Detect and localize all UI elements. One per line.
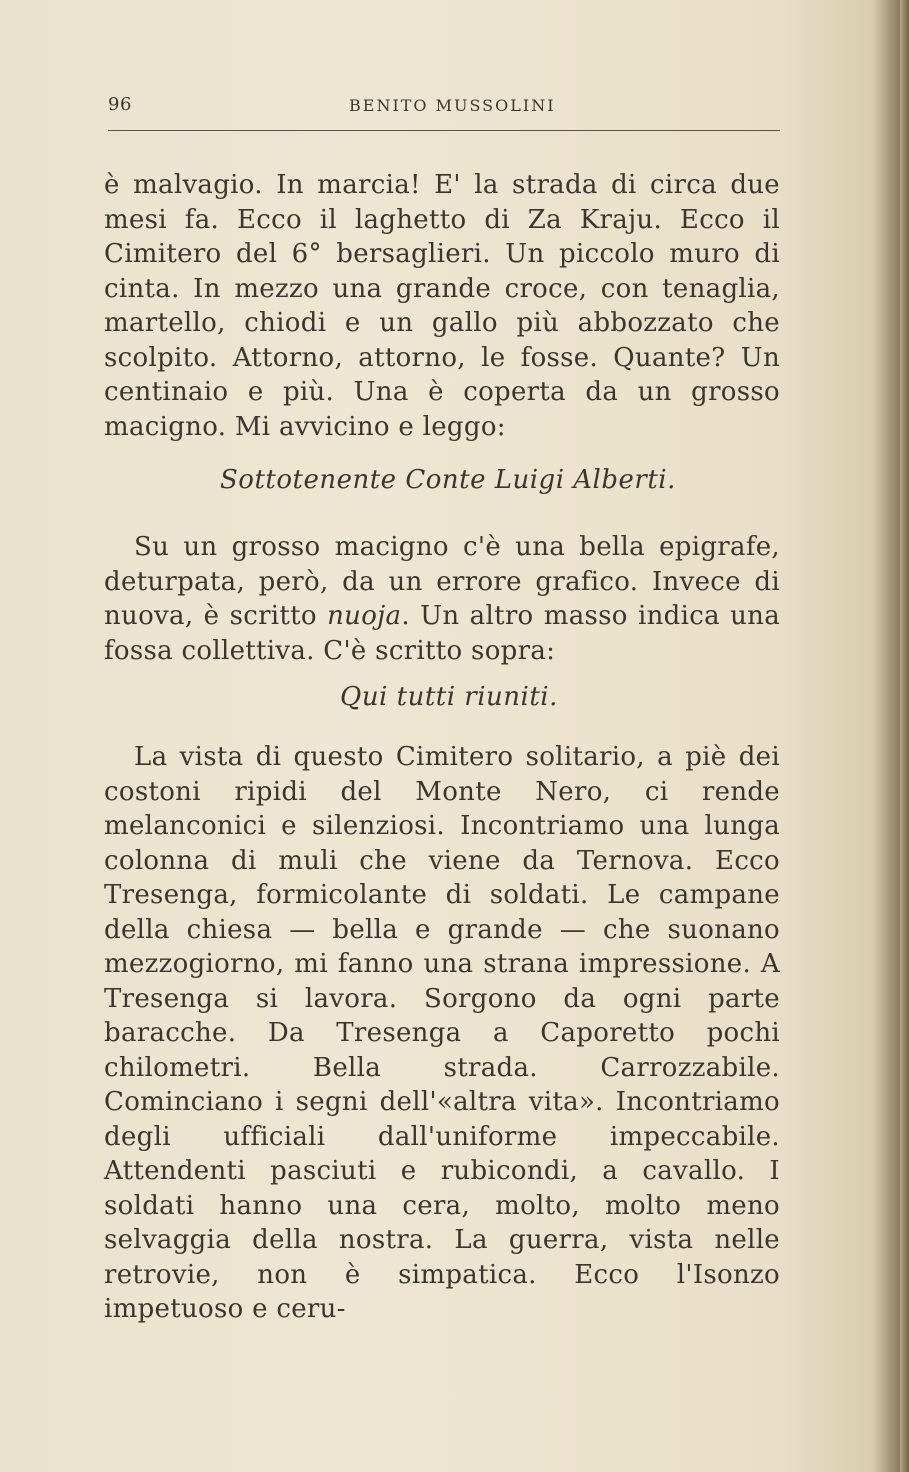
paragraph-3 (104, 740, 780, 1327)
paragraph-2-text (104, 530, 780, 668)
epigraph-riuniti: Qui tutti riuniti. (340, 682, 558, 712)
paragraph-1-text: è malvagio. In marcia! E' la strada di circa due mesi fa. Ecco il laghetto di Za Kraju. Ecco il Cimitero del 6° bersaglieri. Un piccolo muro di cinta. In mezzo una grande croce, con tenaglia, martello, chiodi e un gallo più abbozzato che scolpito. Attorno, attorno, le fosse. Quante? Un centinaio e più. Una è coperta da un grosso macigno. Mi avvicino e leggo: (104, 170, 780, 442)
paragraph-3-text: La vista di questo Cimitero solitario, a piè dei costoni ripidi del Monte Nero, ci rende melanconici e silenziosi. Incontriamo una lunga colonna di muli che viene da Ternova. Ecco Tresenga, formicolante di soldati. Le campane della chiesa — bella e grande — che suonano mezzogiorno, mi fanno una strana impressione. A Tresenga si lavora. Sorgono da ogni parte baracche. Da Tresenga a Caporetto pochi chilometri. Bella strada. Carrozzabile. Cominciano i segni dell'«altra vita». Incontriamo degli ufficiali dall'uniforme impeccabile. Attendenti pasciuti e rubicondi, a cavallo. I soldati hanno una cera, molto, molto meno selvaggia della nostra. La guerra, vista nelle retrovie, non è simpatica. Ecco l'Isonzo impetuoso e ceru- (104, 742, 780, 1324)
paragraph-2-italic: nuoja (327, 601, 402, 631)
paragraph-2 (104, 530, 780, 668)
paragraph-2-after: . Un altro masso indica una fossa collettiva. C'è scritto sopra: (104, 601, 781, 666)
running-head (108, 92, 788, 122)
epigraph-alberti: Sottotenente Conte Luigi Alberti. (220, 465, 676, 495)
running-title: BENITO MUSSOLINI (349, 96, 556, 115)
page-edge (900, 0, 909, 1472)
paragraph-2-before: Su un grosso macigno c'è una bella epigrafe, deturpata, però, da un errore grafico. Invece di nuova, è scritto (104, 532, 780, 631)
paragraph-1 (104, 168, 780, 444)
page-number: 96 (108, 94, 132, 115)
header-rule (108, 130, 780, 131)
